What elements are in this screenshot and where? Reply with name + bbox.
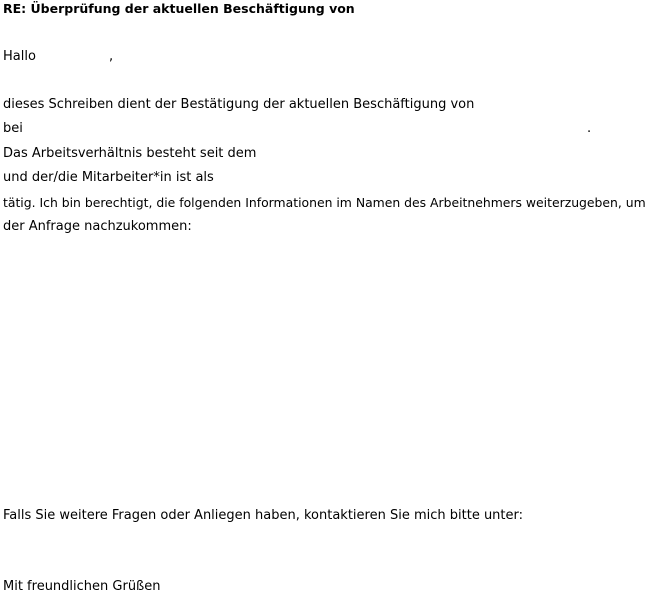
body-line-2-prefix: bei: [3, 121, 23, 136]
greeting: Hallo: [3, 49, 36, 64]
body-line-2-suffix: .: [587, 121, 592, 136]
contact-line: Falls Sie weitere Fragen oder Anliegen haben, kontaktieren Sie mich bitte unter:: [3, 508, 524, 523]
body-line-6: der Anfrage nachzukommen:: [3, 219, 192, 234]
subject-line: RE: Überprüfung der aktuellen Beschäftigung von: [3, 1, 355, 16]
body-line-1: dieses Schreiben dient der Bestätigung der aktuellen Beschäftigung von: [3, 97, 475, 112]
body-line-5: tätig. Ich bin berechtigt, die folgenden Informationen im Namen des Arbeitnehmers weiterzugeben, um: [3, 195, 646, 210]
body-line-3: Das Arbeitsverhältnis besteht seit dem: [3, 146, 257, 161]
body-line-4: und der/die Mitarbeiter*in ist als: [3, 170, 214, 185]
closing-line: Mit freundlichen Grüßen: [3, 579, 161, 594]
greeting-comma: ,: [109, 49, 114, 64]
